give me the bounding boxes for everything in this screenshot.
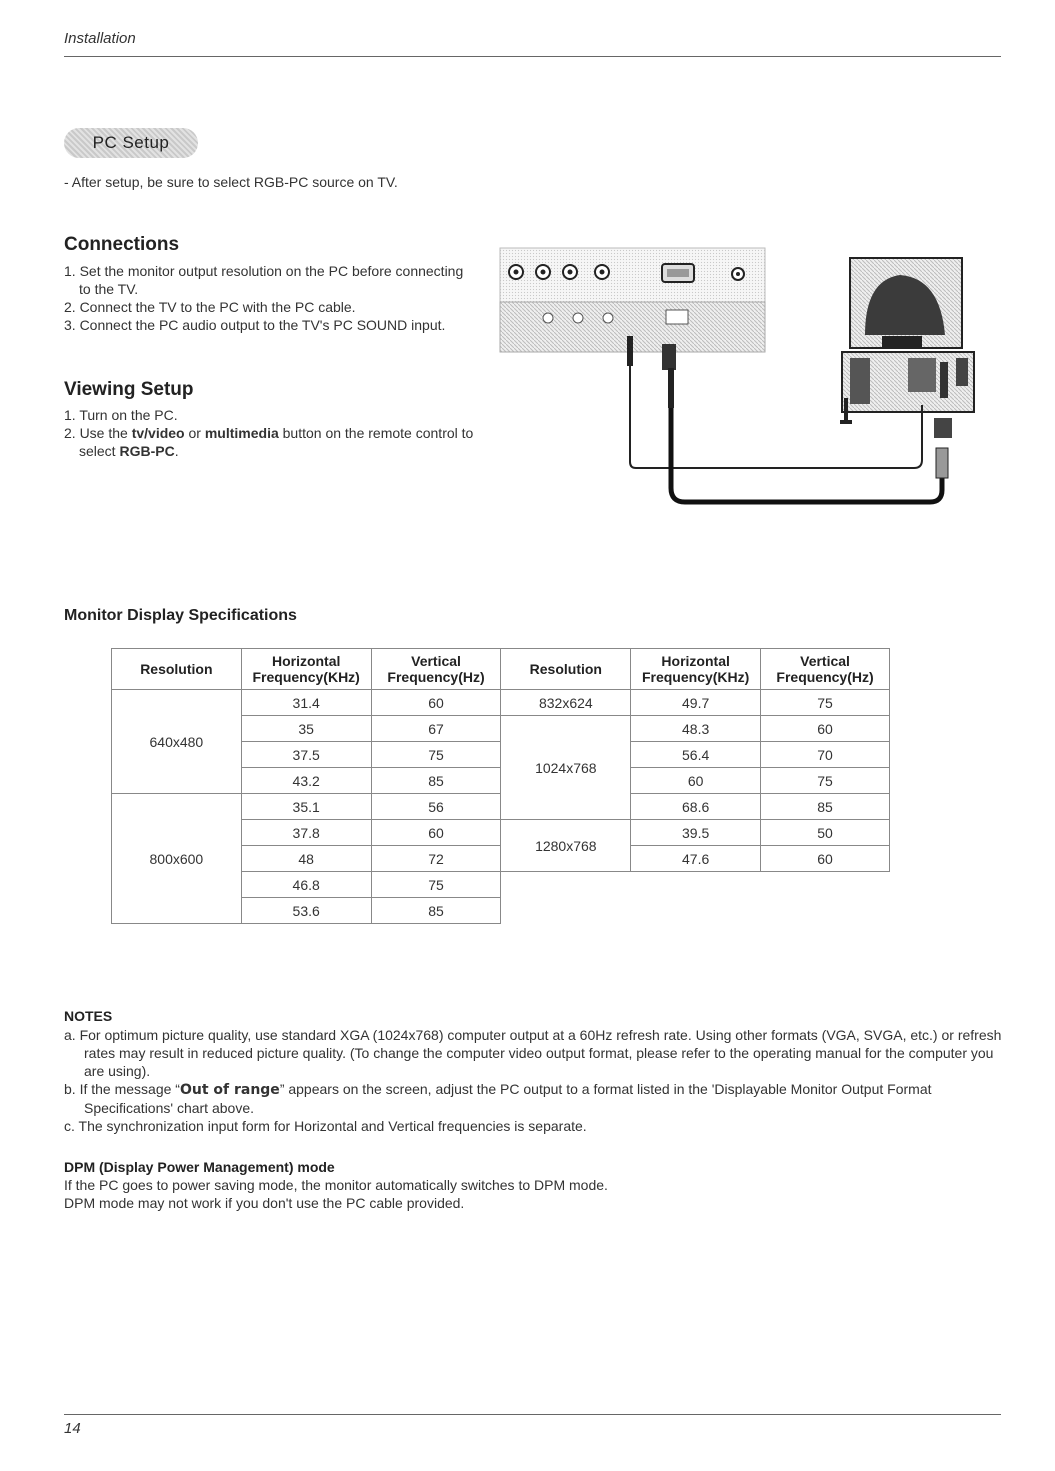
h-freq-cell: 31.4 [241, 690, 371, 716]
viewing-step-1: 1. Turn on the PC. [64, 407, 178, 423]
pc-illustration [842, 258, 974, 412]
resolution-cell: 800x600 [112, 794, 242, 924]
table-row [112, 690, 890, 716]
section-header: Installation [64, 30, 136, 47]
pc-cable [671, 408, 942, 502]
h-freq-cell: 43.2 [241, 768, 371, 794]
h-freq-cell: 68.6 [631, 794, 761, 820]
v-freq-cell: 85 [371, 898, 501, 924]
dpm-line-2: DPM mode may not work if you don't use the PC cable provided. [64, 1195, 465, 1211]
h-freq-cell: 48 [241, 846, 371, 872]
v-freq-cell: 75 [371, 742, 501, 768]
h-freq-cell: 56.4 [631, 742, 761, 768]
h-freq-cell: 49.7 [631, 690, 761, 716]
empty-region-mask [501, 874, 893, 924]
v-freq-cell: 56 [371, 794, 501, 820]
h-freq-cell: 37.5 [241, 742, 371, 768]
top-divider [64, 56, 1001, 57]
v-freq-cell: 85 [371, 768, 501, 794]
dpm-section [64, 1158, 1004, 1212]
v-freq-cell: 75 [761, 768, 890, 794]
connections-step-1: 1. Set the monitor output resolution on the PC before connecting to the TV. [64, 263, 464, 297]
h-freq-cell: 35 [241, 716, 371, 742]
v-freq-cell: 75 [761, 690, 890, 716]
page-number: 14 [64, 1420, 81, 1437]
connections-step-2: 2. Connect the TV to the PC with the PC cable. [64, 299, 356, 315]
note-a: a. For optimum picture quality, use standard XGA (1024x768) computer output at a 60Hz refresh rate. Using other formats (VGA, SVGA, etc.) or refresh rates may result in reduced picture quality. (To change the computer video output format, please refer to the operating manual for the computer you are using). [64, 1027, 1002, 1079]
dpm-title: DPM (Display Power Management) mode [64, 1159, 335, 1175]
v-freq-cell: 60 [761, 846, 890, 872]
resolution-cell: 1280x768 [501, 820, 631, 872]
viewing-setup-title: Viewing Setup [64, 379, 194, 400]
resolution-cell: 1024x768 [501, 716, 631, 820]
connection-diagram [490, 240, 990, 515]
header-vertical-right: Vertical Frequency(Hz) [761, 649, 890, 690]
table-row [112, 794, 890, 820]
viewing-step-2: 2. Use the tv/video or multimedia button on the remote control to select RGB-PC. [64, 425, 474, 459]
viewing-steps [64, 406, 484, 460]
connections-steps [64, 262, 474, 334]
pc-setup-title: PC Setup [64, 128, 198, 158]
v-freq-cell: 60 [761, 716, 890, 742]
v-freq-cell: 72 [371, 846, 501, 872]
h-freq-cell: 39.5 [631, 820, 761, 846]
h-freq-cell: 48.3 [631, 716, 761, 742]
notes-section [64, 1007, 1004, 1135]
connections-step-3: 3. Connect the PC audio output to the TV's PC SOUND input. [64, 317, 446, 333]
note-b: b. If the message “Out of range” appears on the screen, adjust the PC output to a format listed in the 'Displayable Monitor Output Format Specifications' chart above. [64, 1081, 932, 1116]
header-horizontal-right: Horizontal Frequency(KHz) [631, 649, 761, 690]
h-freq-cell: 46.8 [241, 872, 371, 898]
resolution-cell: 832x624 [501, 690, 631, 716]
header-resolution-left: Resolution [112, 649, 242, 690]
header-resolution-right: Resolution [501, 649, 631, 690]
h-freq-cell: 37.8 [241, 820, 371, 846]
notes-title: NOTES [64, 1008, 113, 1024]
v-freq-cell: 50 [761, 820, 890, 846]
specs-header-row [112, 649, 890, 690]
bottom-divider [64, 1414, 1001, 1415]
v-freq-cell: 70 [761, 742, 890, 768]
dpm-line-1: If the PC goes to power saving mode, the monitor automatically switches to DPM mode. [64, 1177, 608, 1193]
h-freq-cell: 47.6 [631, 846, 761, 872]
resolution-cell: 640x480 [112, 690, 242, 794]
h-freq-cell: 60 [631, 768, 761, 794]
h-freq-cell: 53.6 [241, 898, 371, 924]
v-freq-cell: 60 [371, 820, 501, 846]
v-freq-cell: 60 [371, 690, 501, 716]
header-horizontal-left: Horizontal Frequency(KHz) [241, 649, 371, 690]
h-freq-cell: 35.1 [241, 794, 371, 820]
specs-title: Monitor Display Specifications [64, 607, 297, 624]
header-vertical-left: Vertical Frequency(Hz) [371, 649, 501, 690]
after-setup-note: - After setup, be sure to select RGB-PC source on TV. [64, 174, 398, 190]
v-freq-cell: 85 [761, 794, 890, 820]
connections-title: Connections [64, 234, 180, 255]
v-freq-cell: 67 [371, 716, 501, 742]
note-c: c. The synchronization input form for Horizontal and Vertical frequencies is separate. [64, 1118, 587, 1134]
v-freq-cell: 75 [371, 872, 501, 898]
